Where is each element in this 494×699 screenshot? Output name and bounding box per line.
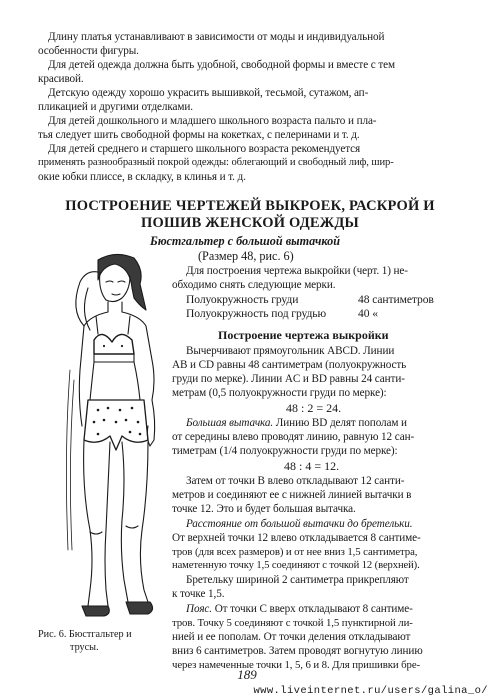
intro-line: красивой. [38, 73, 84, 85]
paragraph-lead: Большая вытачка. [186, 417, 274, 429]
body-line: от середины влево проводят линию, равную 12 сан- [172, 431, 415, 443]
paragraph-lead: Расстояние от большой вытачки до бретельки. [186, 518, 413, 530]
body-line: Затем от точки B влево откладывают 12 санти- [186, 475, 405, 487]
body-line [186, 602, 413, 616]
intro-line: Длину платья устанавливают в зависимости от моды и индивидуальной [48, 31, 385, 43]
body-line: вниз 6 сантиметров. Затем проводят вогнутую линию [172, 645, 423, 657]
section-heading-line: ПОШИВ ЖЕНСКОЙ ОДЕЖДЫ [141, 215, 359, 231]
measure-label: Полуокружность под грудью [186, 307, 327, 320]
intro-line: особенности фигуры. [38, 45, 139, 57]
intro-line: пликацией и другими отделками. [38, 101, 193, 113]
body-line: точке 12. Это и будет большая вытачка. [172, 503, 356, 515]
body-line: От верхней точки 12 влево откладывается 8 сантиме- [172, 532, 421, 544]
body-text: Линию BD делят пополам и [273, 417, 407, 429]
watermark-url: www.liveinternet.ru/users/galina_o/ [253, 685, 488, 697]
body-line: Для построения чертежа выкройки (черт. 1) не- [186, 265, 408, 277]
measure-value: 40 « [358, 307, 378, 320]
figure-caption-line: трусы. [70, 642, 99, 653]
body-line: AB и CD равны 48 сантиметрам (полуокружность [172, 359, 407, 371]
equation: 48 : 2 = 24. [286, 401, 342, 415]
intro-line: окие юбки плиссе, в складку, в клинья и т. д. [38, 171, 246, 183]
intro-line: Для детей среднего и старшего школьного возраста рекомендуется [48, 143, 361, 155]
body-line: груди по мерке). Линии AC и BD равны 24 санти- [172, 373, 405, 385]
intro-line: тья следует шить свободной формы на кокетках, с пелеринами и т. д. [38, 129, 360, 141]
section-heading-line: ПОСТРОЕНИЕ ЧЕРТЕЖЕЙ ВЫКРОЕК, РАСКРОЙ И [65, 198, 435, 214]
body-text: От точки C вверх откладывают 8 сантиме- [212, 603, 413, 615]
page-number: 189 [237, 667, 257, 682]
body-line [186, 416, 407, 430]
body-line: обходимо снять следующие мерки. [172, 279, 336, 291]
body-line: наметенную точку 1,5 соединяют с точкой 12 (верхней). [172, 560, 420, 571]
figure-caption-line: Рис. 6. Бюстгальтер и [38, 629, 132, 640]
body-line: Вычерчивают прямоугольник ABCD. Линии [186, 345, 395, 357]
body-line: метрам (0,5 полуокружности груди по мерке): [172, 387, 387, 399]
body-line: метров и соединяют ее с нижней линией вытачки в [172, 489, 412, 501]
intro-line: Для детей одежда должна быть удобной, свободной формы и вместе с тем [48, 59, 395, 71]
body-line: Бретельку шириной 2 сантиметра прикрепляют [186, 574, 409, 586]
body-line: нией и ее пополам. От точки деления откладывают [172, 631, 411, 643]
body-line: тров (для всех размеров) и от нее вниз 1,5 сантиметра, [172, 546, 418, 558]
body-line: через намеченные точки 1, 5, 6 и 8. Для пришивки бре- [172, 659, 421, 671]
body-line: тров. Точку 5 соединяют с точкой 1,5 пунктирной ли- [172, 617, 413, 629]
equation: 48 : 4 = 12. [284, 459, 340, 473]
construction-title: Построение чертежа выкройки [218, 328, 389, 342]
paragraph-lead: Пояс. [186, 603, 212, 615]
measure-value: 48 сантиметров [358, 293, 434, 306]
garment-title: Бюстгальтер с большой вытачкой [150, 234, 341, 248]
intro-line: применять разнообразный покрой одежды: облегающий и свободный лиф, шир- [38, 157, 394, 168]
measure-label: Полуокружность груди [186, 293, 299, 306]
body-line: тиметрам (1/4 полуокружности груди по мерке): [172, 445, 398, 457]
intro-line: Для детей дошкольного и младшего школьного возраста пальто и пла- [48, 115, 377, 127]
garment-size: (Размер 48, рис. 6) [198, 249, 294, 263]
intro-line: Детскую одежду хорошо украсить вышивкой, тесьмой, сутажом, ап- [48, 87, 369, 99]
body-line: к точке 1,5. [172, 588, 225, 600]
woman-in-bra-illustration [60, 250, 170, 630]
